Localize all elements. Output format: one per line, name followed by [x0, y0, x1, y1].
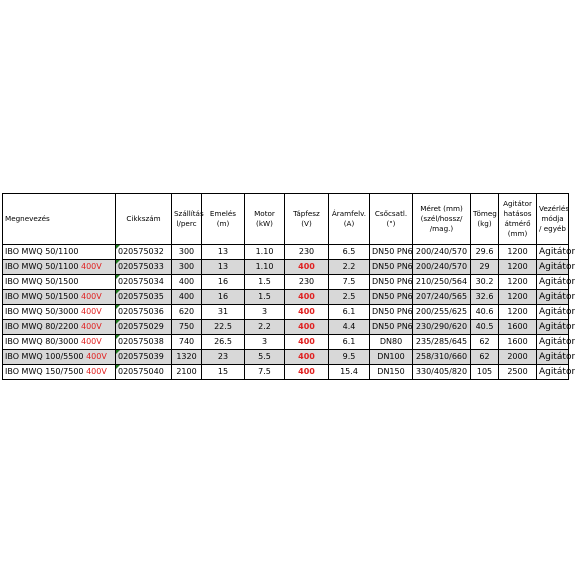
table-row: [3, 275, 569, 290]
cell-agitator: 1200: [499, 305, 537, 320]
cell-voltage: 230: [285, 275, 329, 290]
product-name: IBO MWQ 100/5500: [5, 352, 84, 361]
cell-name: [3, 350, 116, 365]
cell-name: [3, 365, 116, 380]
cell-agitator: 1200: [499, 290, 537, 305]
cell-control: Agitátor: [537, 320, 569, 335]
cell-flow: 1320: [172, 350, 202, 365]
cell-head: 13: [202, 245, 245, 260]
cell-size: 200/240/570: [413, 260, 471, 275]
cell-pipe: DN100: [370, 350, 413, 365]
product-name: IBO MWQ 50/3000: [5, 307, 79, 316]
cell-motor: 7.5: [245, 365, 285, 380]
cell-sku: 020575038: [116, 335, 172, 350]
cell-control: Agitátor: [537, 245, 569, 260]
cell-motor: 1.5: [245, 275, 285, 290]
header-name: Megnevezés: [3, 194, 116, 245]
cell-agitator: 2000: [499, 350, 537, 365]
cell-pipe: DN50 PN6: [370, 260, 413, 275]
cell-sku: 020575029: [116, 320, 172, 335]
cell-current: 15.4: [329, 365, 370, 380]
cell-name: [3, 335, 116, 350]
cell-voltage: 400: [285, 335, 329, 350]
cell-motor: 1.10: [245, 260, 285, 275]
header-motor: Motor (kW): [245, 194, 285, 245]
table-row: [3, 365, 569, 380]
cell-pipe: DN50 PN6: [370, 320, 413, 335]
cell-voltage: 400: [285, 350, 329, 365]
cell-current: 6.1: [329, 305, 370, 320]
cell-voltage: 400: [285, 365, 329, 380]
header-pipe: Csőcsatl. ("): [370, 194, 413, 245]
table-row: [3, 260, 569, 275]
table-header-row: [3, 194, 569, 245]
cell-sku: 020575035: [116, 290, 172, 305]
cell-flow: 400: [172, 275, 202, 290]
cell-motor: 1.10: [245, 245, 285, 260]
cell-weight: 30.2: [471, 275, 499, 290]
voltage-suffix: 400V: [80, 322, 102, 331]
voltage-suffix: 400V: [80, 292, 102, 301]
table-row: [3, 350, 569, 365]
cell-agitator: 1600: [499, 320, 537, 335]
cell-current: 7.5: [329, 275, 370, 290]
header-agitator: Agitátor hatásos átmérő (mm): [499, 194, 537, 245]
cell-sku: 020575033: [116, 260, 172, 275]
cell-size: 207/240/565: [413, 290, 471, 305]
product-name: IBO MWQ 80/2200: [5, 322, 79, 331]
cell-pipe: DN50 PN6: [370, 290, 413, 305]
cell-head: 15: [202, 365, 245, 380]
cell-weight: 32.6: [471, 290, 499, 305]
cell-weight: 29.6: [471, 245, 499, 260]
cell-sku: 020575040: [116, 365, 172, 380]
cell-flow: 750: [172, 320, 202, 335]
header-sku: Cikkszám: [116, 194, 172, 245]
cell-head: 31: [202, 305, 245, 320]
table-body: [3, 245, 575, 380]
cell-weight: 29: [471, 260, 499, 275]
cell-pipe: DN150: [370, 365, 413, 380]
product-name: IBO MWQ 80/3000: [5, 337, 79, 346]
table-row: [3, 305, 569, 320]
cell-voltage: 400: [285, 305, 329, 320]
cell-control: Agitátor: [537, 350, 569, 365]
header-control: Vezérlés módja / egyéb: [537, 194, 569, 245]
cell-name: [3, 320, 116, 335]
cell-current: 4.4: [329, 320, 370, 335]
cell-size: 210/250/564: [413, 275, 471, 290]
product-name: IBO MWQ 50/1500: [5, 277, 79, 286]
cell-motor: 5.5: [245, 350, 285, 365]
cell-current: 2.2: [329, 260, 370, 275]
cell-voltage: 400: [285, 260, 329, 275]
cell-head: 22.5: [202, 320, 245, 335]
product-name: IBO MWQ 50/1100: [5, 247, 79, 256]
cell-current: 6.5: [329, 245, 370, 260]
cell-name: [3, 245, 116, 260]
header-current: Áramfelv. (A): [329, 194, 370, 245]
cell-head: 13: [202, 260, 245, 275]
cell-size: 200/240/570: [413, 245, 471, 260]
cell-pipe: DN80: [370, 335, 413, 350]
header-flow: Szállítás l/perc: [172, 194, 202, 245]
product-spec-table: [2, 193, 575, 380]
cell-weight: 105: [471, 365, 499, 380]
cell-size: 200/255/625: [413, 305, 471, 320]
voltage-suffix: 400V: [86, 352, 107, 361]
cell-pipe: DN50 PN6: [370, 305, 413, 320]
cell-size: 230/290/620: [413, 320, 471, 335]
product-name: IBO MWQ 150/7500: [5, 367, 84, 376]
cell-motor: 3: [245, 305, 285, 320]
cell-head: 16: [202, 290, 245, 305]
cell-agitator: 1600: [499, 335, 537, 350]
cell-sku: 020575039: [116, 350, 172, 365]
cell-motor: 1.5: [245, 290, 285, 305]
cell-head: 16: [202, 275, 245, 290]
cell-voltage: 400: [285, 320, 329, 335]
cell-name: [3, 305, 116, 320]
voltage-suffix: 400V: [80, 337, 102, 346]
cell-control: Agitátor: [537, 290, 569, 305]
table-row: [3, 245, 569, 260]
product-name: IBO MWQ 50/1500: [5, 292, 79, 301]
cell-name: [3, 290, 116, 305]
cell-sku: 020575036: [116, 305, 172, 320]
cell-agitator: 1200: [499, 260, 537, 275]
cell-weight: 40.6: [471, 305, 499, 320]
cell-control: Agitátor: [537, 275, 569, 290]
cell-head: 26.5: [202, 335, 245, 350]
cell-agitator: 1200: [499, 275, 537, 290]
cell-weight: 62: [471, 350, 499, 365]
table-row: [3, 290, 569, 305]
cell-pipe: DN50 PN6: [370, 275, 413, 290]
cell-motor: 2.2: [245, 320, 285, 335]
product-name: IBO MWQ 50/1100: [5, 262, 79, 271]
cell-current: 9.5: [329, 350, 370, 365]
cell-voltage: 230: [285, 245, 329, 260]
cell-flow: 2100: [172, 365, 202, 380]
cell-agitator: 2500: [499, 365, 537, 380]
cell-control: Agitátor: [537, 260, 569, 275]
cell-motor: 3: [245, 335, 285, 350]
cell-control: Agitátor: [537, 305, 569, 320]
header-head: Emelés (m): [202, 194, 245, 245]
voltage-suffix: 400V: [80, 307, 102, 316]
cell-sku: 020575032: [116, 245, 172, 260]
cell-name: [3, 260, 116, 275]
cell-weight: 40.5: [471, 320, 499, 335]
cell-control: Agitátor: [537, 335, 569, 350]
cell-flow: 740: [172, 335, 202, 350]
cell-weight: 62: [471, 335, 499, 350]
cell-size: 330/405/820: [413, 365, 471, 380]
table-row: [3, 320, 569, 335]
cell-current: 2.5: [329, 290, 370, 305]
cell-head: 23: [202, 350, 245, 365]
cell-flow: 620: [172, 305, 202, 320]
voltage-suffix: 400V: [86, 367, 107, 376]
header-size: Méret (mm) (szél/hossz/ /mag.): [413, 194, 471, 245]
cell-flow: 400: [172, 290, 202, 305]
cell-flow: 300: [172, 245, 202, 260]
cell-size: 258/310/660: [413, 350, 471, 365]
cell-flow: 300: [172, 260, 202, 275]
cell-pipe: DN50 PN6: [370, 245, 413, 260]
cell-voltage: 400: [285, 290, 329, 305]
header-voltage: Tápfesz (V): [285, 194, 329, 245]
cell-current: 6.1: [329, 335, 370, 350]
table-row: [3, 335, 569, 350]
cell-name: [3, 275, 116, 290]
header-weight: Tömeg (kg): [471, 194, 499, 245]
cell-sku: 020575034: [116, 275, 172, 290]
cell-control: Agitátor: [537, 365, 569, 380]
cell-size: 235/285/645: [413, 335, 471, 350]
cell-agitator: 1200: [499, 245, 537, 260]
voltage-suffix: 400V: [80, 262, 102, 271]
